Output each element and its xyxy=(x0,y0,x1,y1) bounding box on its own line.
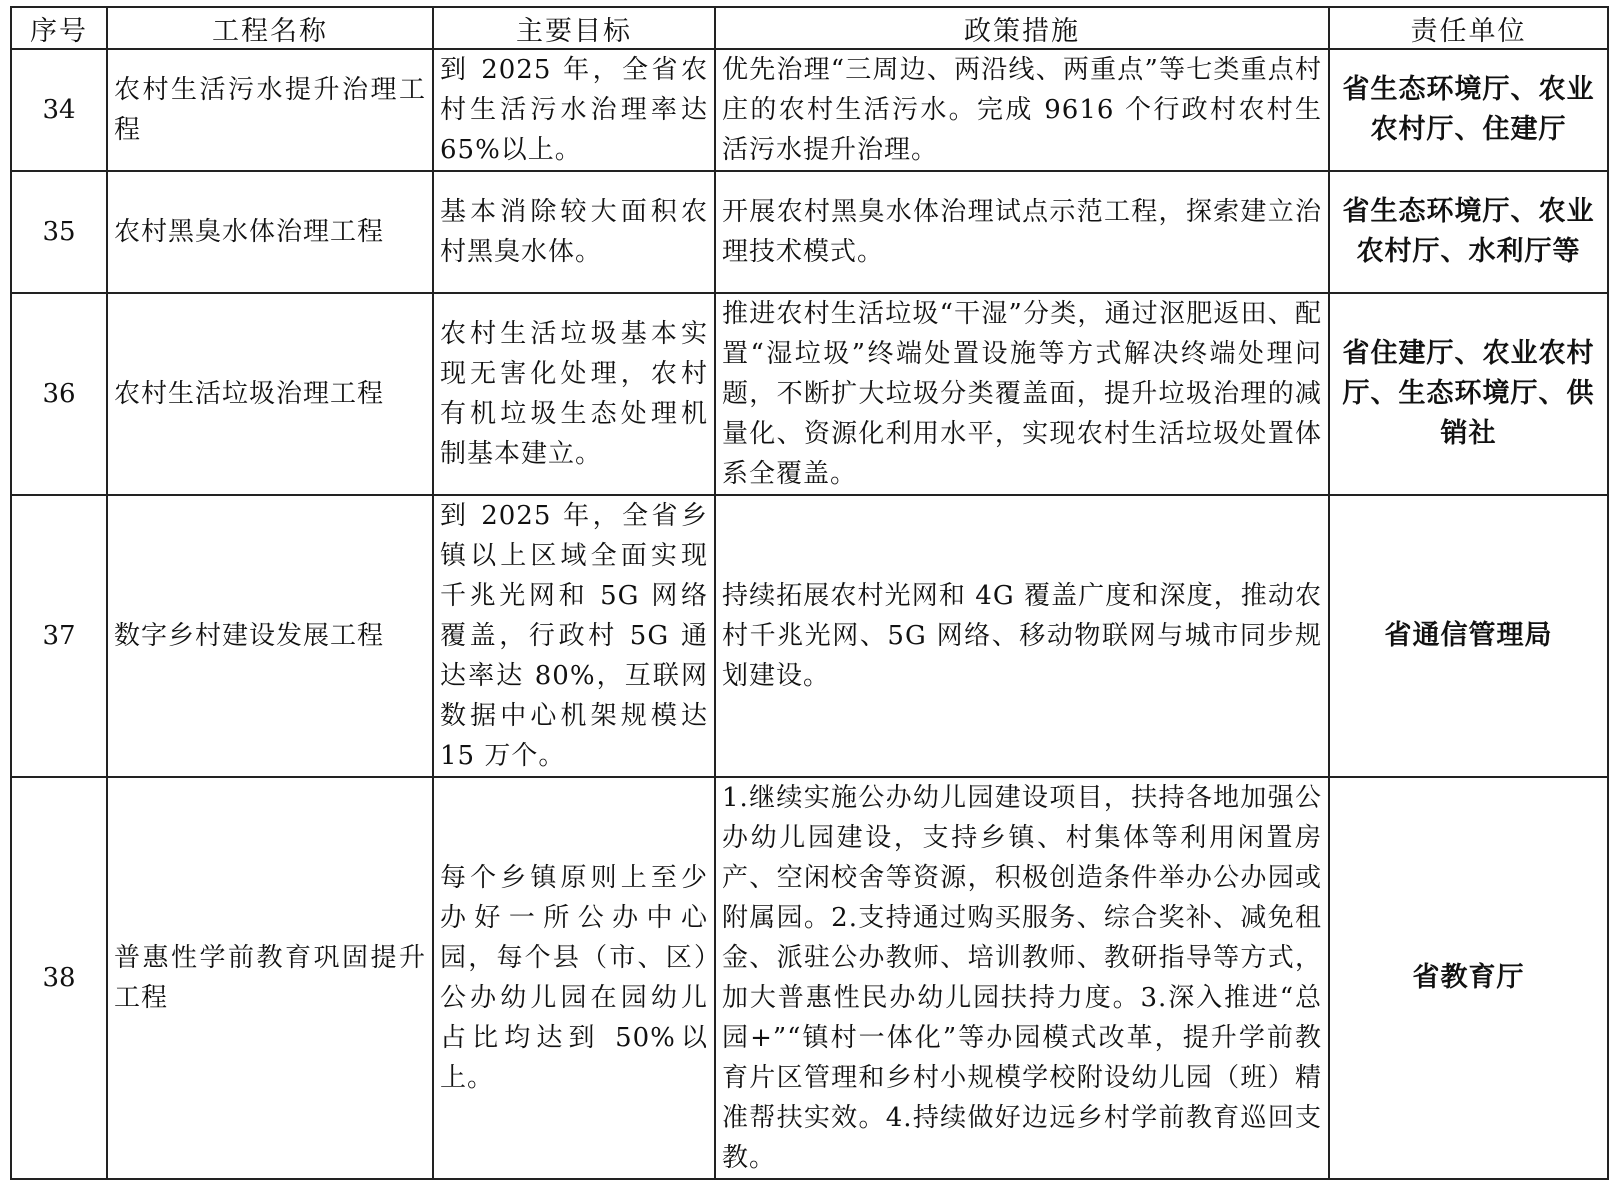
table-row xyxy=(11,293,1608,495)
header-seq: 序号 xyxy=(11,7,107,49)
table-row xyxy=(11,495,1608,777)
row-main-goal xyxy=(433,49,715,171)
responsible-unit-text: 省生态环境厅、农业农村厅、住建厅 xyxy=(1342,74,1595,145)
row-responsible-unit xyxy=(1329,171,1608,293)
responsible-unit-text: 省教育厅 xyxy=(1412,962,1525,993)
row-project-name xyxy=(107,49,433,171)
row-seq: 37 xyxy=(11,495,107,777)
project-name-text: 数字乡村建设发展工程 xyxy=(114,621,385,651)
row-project-name xyxy=(107,495,433,777)
row-main-goal xyxy=(433,777,715,1179)
row-project-name xyxy=(107,777,433,1179)
table-row xyxy=(11,171,1608,293)
main-goal-text: 到 2025 年，全省乡镇以上区域全面实现千兆光网和 5G 网络覆盖，行政村 5G 通达率达 80%，互联网数据中心机架规模达 15 万个。 xyxy=(440,501,708,771)
responsible-unit-text: 省住建厅、农业农村厅、生态环境厅、供销社 xyxy=(1342,338,1595,449)
policy-measures-text: 开展农村黑臭水体治理试点示范工程，探索建立治理技术模式。 xyxy=(722,197,1322,267)
policy-measures-text: 推进农村生活垃圾“干湿”分类，通过沤肥返田、配置“湿垃圾”终端处置设施等方式解决终端处理问题，不断扩大垃圾分类覆盖面，提升垃圾治理的减量化、资源化利用水平，实现农村生活垃圾处置体系全覆盖。 xyxy=(722,299,1322,489)
row-policy-measures xyxy=(715,495,1329,777)
row-main-goal xyxy=(433,495,715,777)
responsible-unit-text: 省通信管理局 xyxy=(1384,620,1553,651)
main-goal-text: 基本消除较大面积农村黑臭水体。 xyxy=(440,197,708,267)
responsible-unit-text: 省生态环境厅、农业农村厅、水利厅等 xyxy=(1342,196,1595,267)
row-project-name xyxy=(107,293,433,495)
row-responsible-unit xyxy=(1329,777,1608,1179)
header-policy-measures: 政策措施 xyxy=(715,7,1329,49)
row-project-name xyxy=(107,171,433,293)
project-name-text: 农村生活污水提升治理工程 xyxy=(114,75,426,145)
row-seq: 35 xyxy=(11,171,107,293)
row-seq: 36 xyxy=(11,293,107,495)
row-seq: 38 xyxy=(11,777,107,1179)
row-seq: 34 xyxy=(11,49,107,171)
row-responsible-unit xyxy=(1329,49,1608,171)
project-name-text: 普惠性学前教育巩固提升工程 xyxy=(114,943,426,1013)
row-policy-measures xyxy=(715,777,1329,1179)
row-main-goal xyxy=(433,171,715,293)
policy-measures-text: 持续拓展农村光网和 4G 覆盖广度和深度，推动农村千兆光网、5G 网络、移动物联网与城市同步规划建设。 xyxy=(722,581,1322,691)
row-responsible-unit xyxy=(1329,495,1608,777)
main-goal-text: 每个乡镇原则上至少办好一所公办中心园，每个县（市、区）公办幼儿园在园幼儿占比均达到 50%以上。 xyxy=(440,863,708,1093)
row-main-goal xyxy=(433,293,715,495)
policy-measures-text: 1.继续实施公办幼儿园建设项目，扶持各地加强公办幼儿园建设，支持乡镇、村集体等利用闲置房产、空闲校舍等资源，积极创造条件举办公办园或附属园。2.支持通过购买服务、综合奖补、减免租金、派驻公办教师、培训教师、教研指导等方式，加大普惠性民办幼儿园扶持力度。3.深入推进“总园+”“镇村一体化”等办园模式改革，提升学前教育片区管理和乡村小规模学校附设幼儿园（班）精准帮扶实效。4.持续做好边远乡村学前教育巡回支教。 xyxy=(722,783,1322,1173)
row-policy-measures xyxy=(715,49,1329,171)
header-main-goal: 主要目标 xyxy=(433,7,715,49)
project-name-text: 农村黑臭水体治理工程 xyxy=(114,217,385,247)
document-page xyxy=(10,6,1609,1180)
table-row xyxy=(11,49,1608,171)
table-header-row xyxy=(11,7,1608,49)
header-responsible-unit: 责任单位 xyxy=(1329,7,1608,49)
table-row xyxy=(11,777,1608,1179)
row-policy-measures xyxy=(715,293,1329,495)
policy-measures-text: 优先治理“三周边、两沿线、两重点”等七类重点村庄的农村生活污水。完成 9616 个行政村农村生活污水提升治理。 xyxy=(722,55,1322,165)
row-policy-measures xyxy=(715,171,1329,293)
main-goal-text: 农村生活垃圾基本实现无害化处理，农村有机垃圾生态处理机制基本建立。 xyxy=(440,319,708,469)
main-goal-text: 到 2025 年，全省农村生活污水治理率达 65%以上。 xyxy=(440,55,708,165)
project-name-text: 农村生活垃圾治理工程 xyxy=(114,379,385,409)
row-responsible-unit xyxy=(1329,293,1608,495)
header-project-name: 工程名称 xyxy=(107,7,433,49)
projects-table xyxy=(10,6,1609,1180)
